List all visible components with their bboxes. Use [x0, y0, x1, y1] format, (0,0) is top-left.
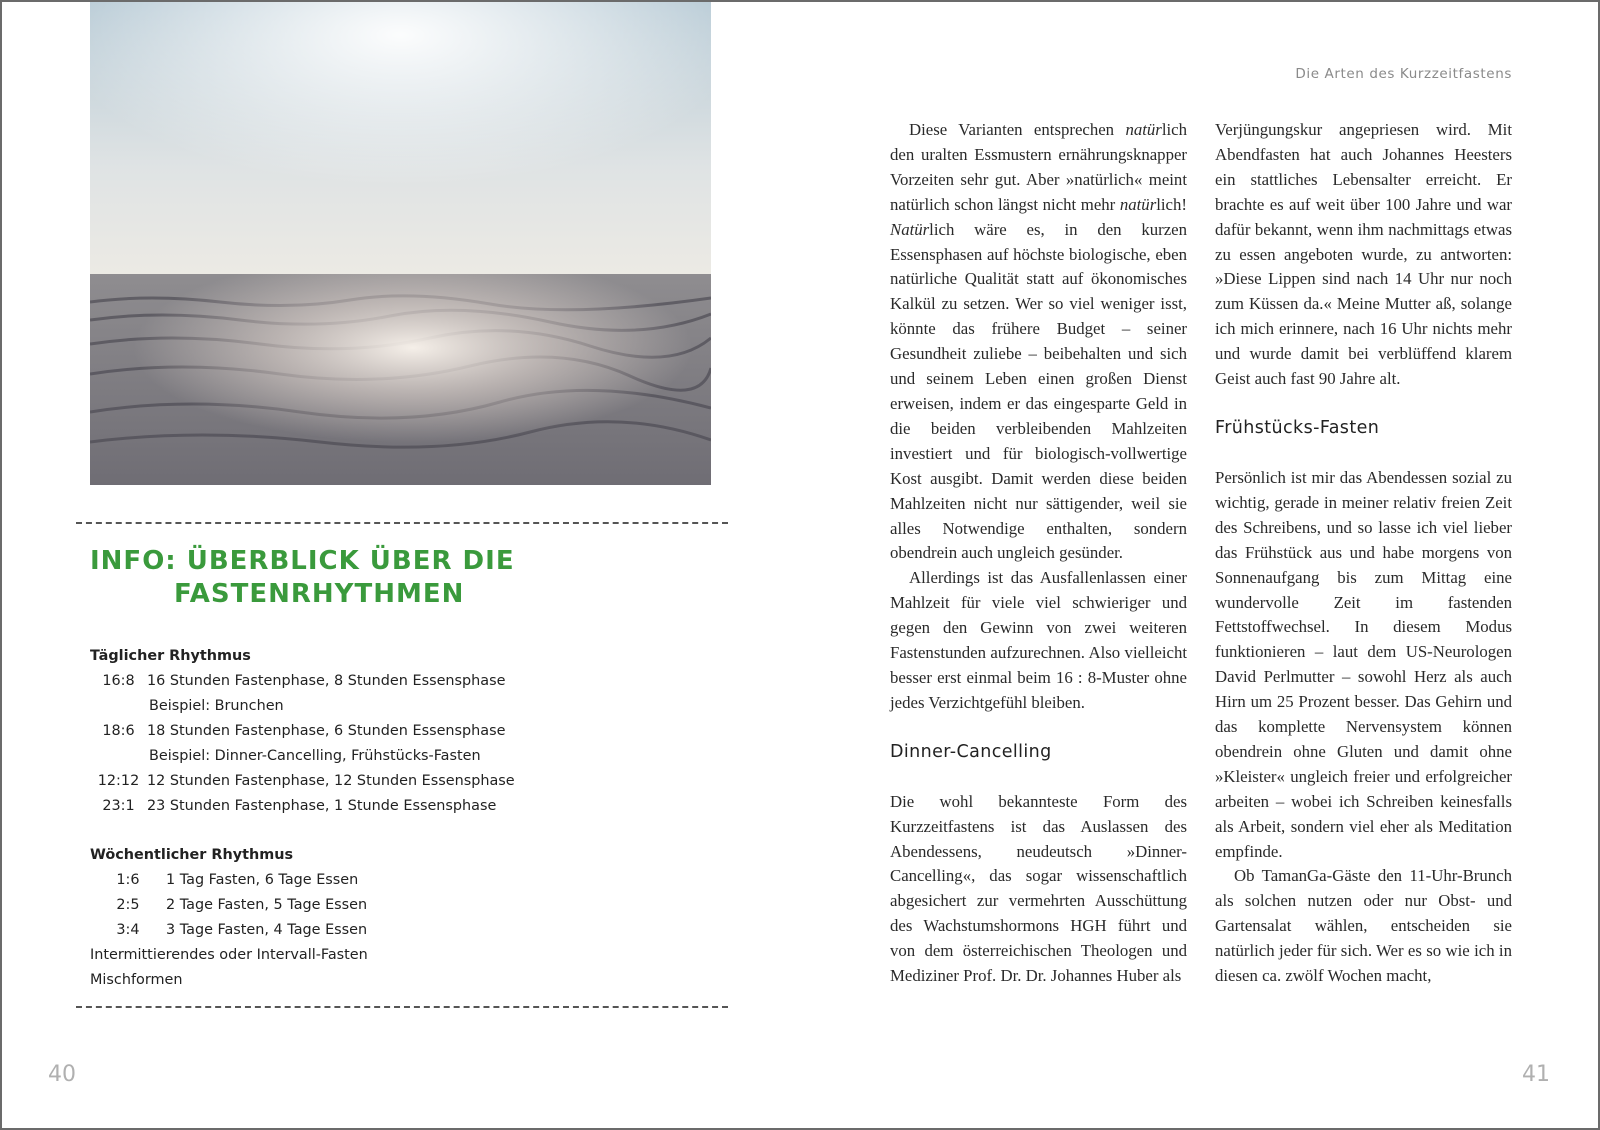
info-title	[90, 545, 730, 611]
weekly-row	[90, 868, 730, 893]
example-text: Beispiel: Brunchen	[149, 698, 284, 714]
paragraph: Die wohl bekannteste Form des Kurzzeitfastens ist das Auslassen des Abendessens, neudeutsch »Dinner-Cancelling«, das sogar wissenschaftlich abgesichert zur vermehrten Ausschüttung des Wachstumshormons HGH führt und von dem österreichischen Theologen und Mediziner Prof. Dr. Dr. Johannes Huber als	[890, 791, 1187, 986]
ratio-text: 18 Stunden Fastenphase, 6 Stunden Essensphase	[147, 723, 506, 739]
daily-row	[90, 669, 730, 694]
sea-photo-image	[90, 2, 711, 485]
paragraph: Ob TamanGa-Gäste den 11-Uhr-Brunch als solchen nutzen oder nur Obst- und Gartensalat wählen, entscheiden sie natürlich jeder für sich. Wer es so wie ich in diesen ca. zwölf Wochen macht,	[1215, 866, 1512, 986]
paragraph: Verjüngungskur angepriesen wird. Mit Abendfasten hat auch Johannes Heesters ein stattliches Lebensalter erreicht. Er brachte es auf weit über 100 Jahre und war dafür bekannt, wenn ihm nachmittags etwas zu essen angeboten wurde, zu antworten: »Diese Lippen sind nach 14 Uhr nur noch zum Küssen da.« Meine Mutter aß, solange ich mich erinnere, nach 16 Uhr nichts mehr und wurde damit bei verblüffend klarem Geist auch fast 90 Jahre alt.	[1215, 120, 1512, 389]
daily-example	[90, 694, 730, 719]
ratio-text: 12 Stunden Fastenphase, 12 Stunden Essensphase	[147, 773, 515, 789]
ratio-text: 3 Tage Fasten, 4 Tage Essen	[166, 922, 368, 938]
ratio: 12:12	[97, 773, 140, 789]
section-heading-fruehstuecks-fasten: Frühstücks-Fasten	[1215, 417, 1380, 438]
ratio-text: 23 Stunden Fastenphase, 1 Stunde Essensphase	[147, 798, 497, 814]
info-title-line2: FASTENRHYTHMEN	[174, 579, 465, 609]
daily-rhythm-heading: Täglicher Rhythmus	[90, 648, 251, 664]
weekly-row	[90, 893, 730, 918]
text-column-right	[1215, 118, 1512, 989]
info-title-line1: INFO: ÜBERBLICK ÜBER DIE	[90, 546, 515, 576]
ratio: 2:5	[116, 897, 140, 913]
daily-row	[90, 719, 730, 744]
paragraph: Allerdings ist das Ausfallenlassen einer Mahlzeit für viele viel schwieriger und gegen den Gewinn von zwei weiteren Fastenstunden aufzurechnen. Also vielleicht besser erst einmal beim 16 : 8-Muster ohne jedes Verzichtgefühl bleiben.	[890, 568, 1187, 712]
ratio-text: 1 Tag Fasten, 6 Tage Essen	[166, 872, 359, 888]
paragraph: Diese Varianten entsprechen natürlich den uralten Essmustern ernährungsknapper Vorzeiten sehr gut. Aber »natürlich« meint natürlich schon längst nicht mehr natürlich! Natürlich wäre es, in den kurzen Essensphasen auf höchste biologische, eben natürliche Qualität statt auf ökonomisches Kalkül zu setzen. Wer so viel weniger isst, könnte das frühere Budget – seiner Gesundheit zuliebe – beibehalten und sich und seinem Leben einen großen Dienst erweisen, indem er das eingesparte Geld in die beiden verbleibenden Mahlzeiten investiert und für biologisch-vollwertige Kost ausgibt. Damit werden diese beiden Mahlzeiten nicht nur sättigender, weil sie alles Notwendige enthalten, sondern obendrein auch ungleich gesünder.	[890, 120, 1187, 563]
info-body	[90, 644, 730, 993]
ratio: 16:8	[102, 673, 135, 689]
sea-photo	[90, 2, 711, 485]
info-top-divider	[76, 522, 728, 524]
daily-row	[90, 769, 730, 794]
weekly-row	[90, 918, 730, 943]
page-number-right: 41	[1522, 1062, 1550, 1087]
ratio: 1:6	[116, 872, 140, 888]
running-head: Die Arten des Kurzzeitfastens	[1295, 66, 1512, 82]
paragraph: Persönlich ist mir das Abendessen sozial zu wichtig, gerade in meiner relativ freien Zeit des Schreibens, und so lasse ich viel lieber das Frühstück aus und habe morgens von Sonnenaufgang bis zum Mittag eine wundervolle Zeit im fastenden Fettstoffwechsel. In diesem Modus funktionieren – laut dem US-Neurologen David Perlmutter – sowohl Herz als auch Hirn um 25 Prozent besser. Das Gehirn und das komplette Nervensystem können obendrein ohne Gluten und damit ohne »Kleister« ungleich freier und erfolgreicher arbeiten – wobei ich Schreiben keinesfalls als Arbeit, sondern viel eher als Meditation empfinde.	[1215, 467, 1512, 861]
info-extra-item: Mischformen	[90, 972, 183, 988]
ratio-text: 16 Stunden Fastenphase, 8 Stunden Essensphase	[147, 673, 506, 689]
info-extra-item: Intermittierendes oder Intervall-Fasten	[90, 947, 368, 963]
section-heading-dinner-cancelling: Dinner-Cancelling	[890, 741, 1052, 762]
example-text: Beispiel: Dinner-Cancelling, Frühstücks-Fasten	[149, 748, 481, 764]
ratio: 18:6	[102, 723, 135, 739]
weekly-rhythm-heading: Wöchentlicher Rhythmus	[90, 847, 294, 863]
page-number-left: 40	[48, 1062, 76, 1087]
ratio: 23:1	[102, 798, 135, 814]
ratio-text: 2 Tage Fasten, 5 Tage Essen	[166, 897, 368, 913]
daily-example	[90, 744, 730, 769]
daily-row	[90, 794, 730, 819]
ratio: 3:4	[116, 922, 140, 938]
info-bottom-divider	[76, 1006, 728, 1008]
text-column-left	[890, 118, 1187, 989]
